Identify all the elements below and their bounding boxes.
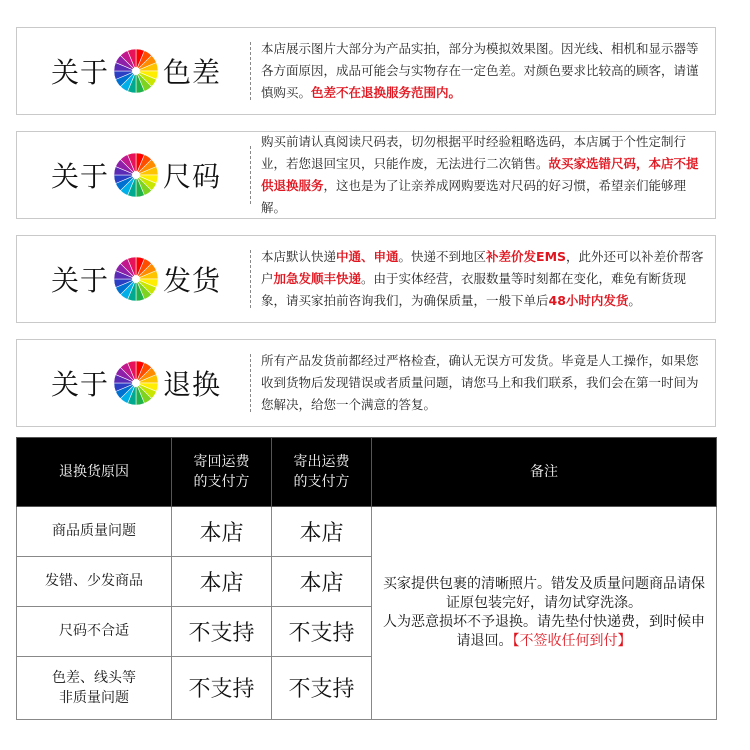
highlight-text: 色差不在退换服务范围内。: [311, 85, 462, 100]
note-line: 买家提供包裹的清晰照片。错发及质量问题商品请保证原包装完好，请勿试穿洗涤。: [383, 576, 705, 611]
header-notes: 备注: [372, 438, 717, 507]
shipping-section: [16, 235, 716, 323]
title-suffix: 色差: [163, 56, 222, 89]
highlight-text: 48小时内发货: [548, 293, 629, 308]
body-text: 。: [628, 293, 641, 308]
return-payer-cell: 不支持: [172, 606, 272, 656]
section-title: [51, 48, 221, 94]
return-payer-cell: 不支持: [172, 656, 272, 719]
reason-cell: 商品质量问题: [17, 507, 172, 557]
header-return-payer: 寄回运费 的支付方: [172, 438, 272, 507]
body-text: 购买前请认真阅读尺码表，切勿根据平时经验粗略选码，本店属于个性定制行业，若您退回宝贝，只能作废，无法进行二次销售。: [261, 134, 687, 171]
send-payer-cell: 不支持: [272, 656, 372, 719]
highlight-text: 中通、申通: [336, 249, 399, 264]
table-header-row: [17, 438, 717, 507]
section-title: [51, 256, 221, 302]
title-prefix: 关于: [51, 160, 110, 193]
title-suffix: 退换: [163, 368, 222, 401]
body-text: ，这也是为了让亲养成网购要选对尺码的好习惯，希望亲们能够理解。: [261, 178, 687, 215]
dashed-divider: [250, 146, 251, 204]
title-suffix: 尺码: [163, 160, 222, 193]
section-text: [261, 131, 705, 219]
body-text: 本店展示图片大部分为产品实拍，部分为模拟效果图。因光线、相机和显示器等各方面原因，成品可能会与实物存在一定色差。对颜色要求比较高的顾客，请谨慎购买。: [261, 41, 699, 100]
section-title: [51, 360, 221, 406]
body-text: 本店默认快递: [261, 249, 337, 264]
color-wheel-icon: [113, 48, 159, 94]
return-section: [16, 339, 716, 427]
notes-cell: [372, 507, 717, 720]
section-title-area: [17, 132, 252, 218]
color-wheel-icon: [113, 256, 159, 302]
dashed-divider: [250, 354, 251, 412]
section-text: [261, 246, 705, 312]
section-title-area: [17, 28, 252, 114]
highlight-text: 补差价发EMS: [486, 249, 567, 264]
body-text: 。由于实体经营，衣服数量等时刻都在变化，难免有断货现象，请买家拍前咨询我们，为确保质量，一般下单后: [261, 271, 687, 308]
body-text: 所有产品发货前都经过严格检查，确认无误方可发货。毕竟是人工操作，如果您收到货物后发现错误或者质量问题，请您马上和我们联系，我们会在第一时间为您解决，给您一个满意的答复。: [261, 353, 699, 412]
reason-cell: 色差、线头等 非质量问题: [17, 656, 172, 719]
highlight-text: 故买家选错尺码，本店不提供退换服务: [261, 156, 699, 193]
color-diff-section: [16, 27, 716, 115]
note-red-text: 【不签收任何到付】: [512, 633, 632, 649]
section-text: [261, 350, 705, 416]
header-send-payer: 寄出运费 的支付方: [272, 438, 372, 507]
dashed-divider: [250, 42, 251, 100]
dashed-divider: [250, 250, 251, 308]
note-line: 人为恶意损坏不予退换。请先垫付快递费，到时候申请退回。【不签收任何到付】: [383, 614, 705, 649]
return-policy-table: [16, 437, 717, 720]
title-suffix: 发货: [163, 264, 222, 297]
title-prefix: 关于: [51, 56, 110, 89]
color-wheel-icon: [113, 152, 159, 198]
section-title: [51, 152, 221, 198]
table-row: [17, 507, 717, 557]
send-payer-cell: 不支持: [272, 606, 372, 656]
title-prefix: 关于: [51, 264, 110, 297]
reason-cell: 发错、少发商品: [17, 556, 172, 606]
title-prefix: 关于: [51, 368, 110, 401]
size-section: [16, 131, 716, 219]
section-title-area: [17, 236, 252, 322]
section-text: [261, 38, 705, 104]
color-wheel-icon: [113, 360, 159, 406]
highlight-text: 加急发顺丰快递: [273, 271, 362, 286]
reason-cell: 尺码不合适: [17, 606, 172, 656]
header-reason: 退换货原因: [17, 438, 172, 507]
return-payer-cell: 本店: [172, 507, 272, 557]
send-payer-cell: 本店: [272, 507, 372, 557]
section-title-area: [17, 340, 252, 426]
send-payer-cell: 本店: [272, 556, 372, 606]
return-payer-cell: 本店: [172, 556, 272, 606]
body-text: 。快递不到地区: [398, 249, 487, 264]
body-text: ，此外还可以补差价帮客户: [261, 249, 704, 286]
